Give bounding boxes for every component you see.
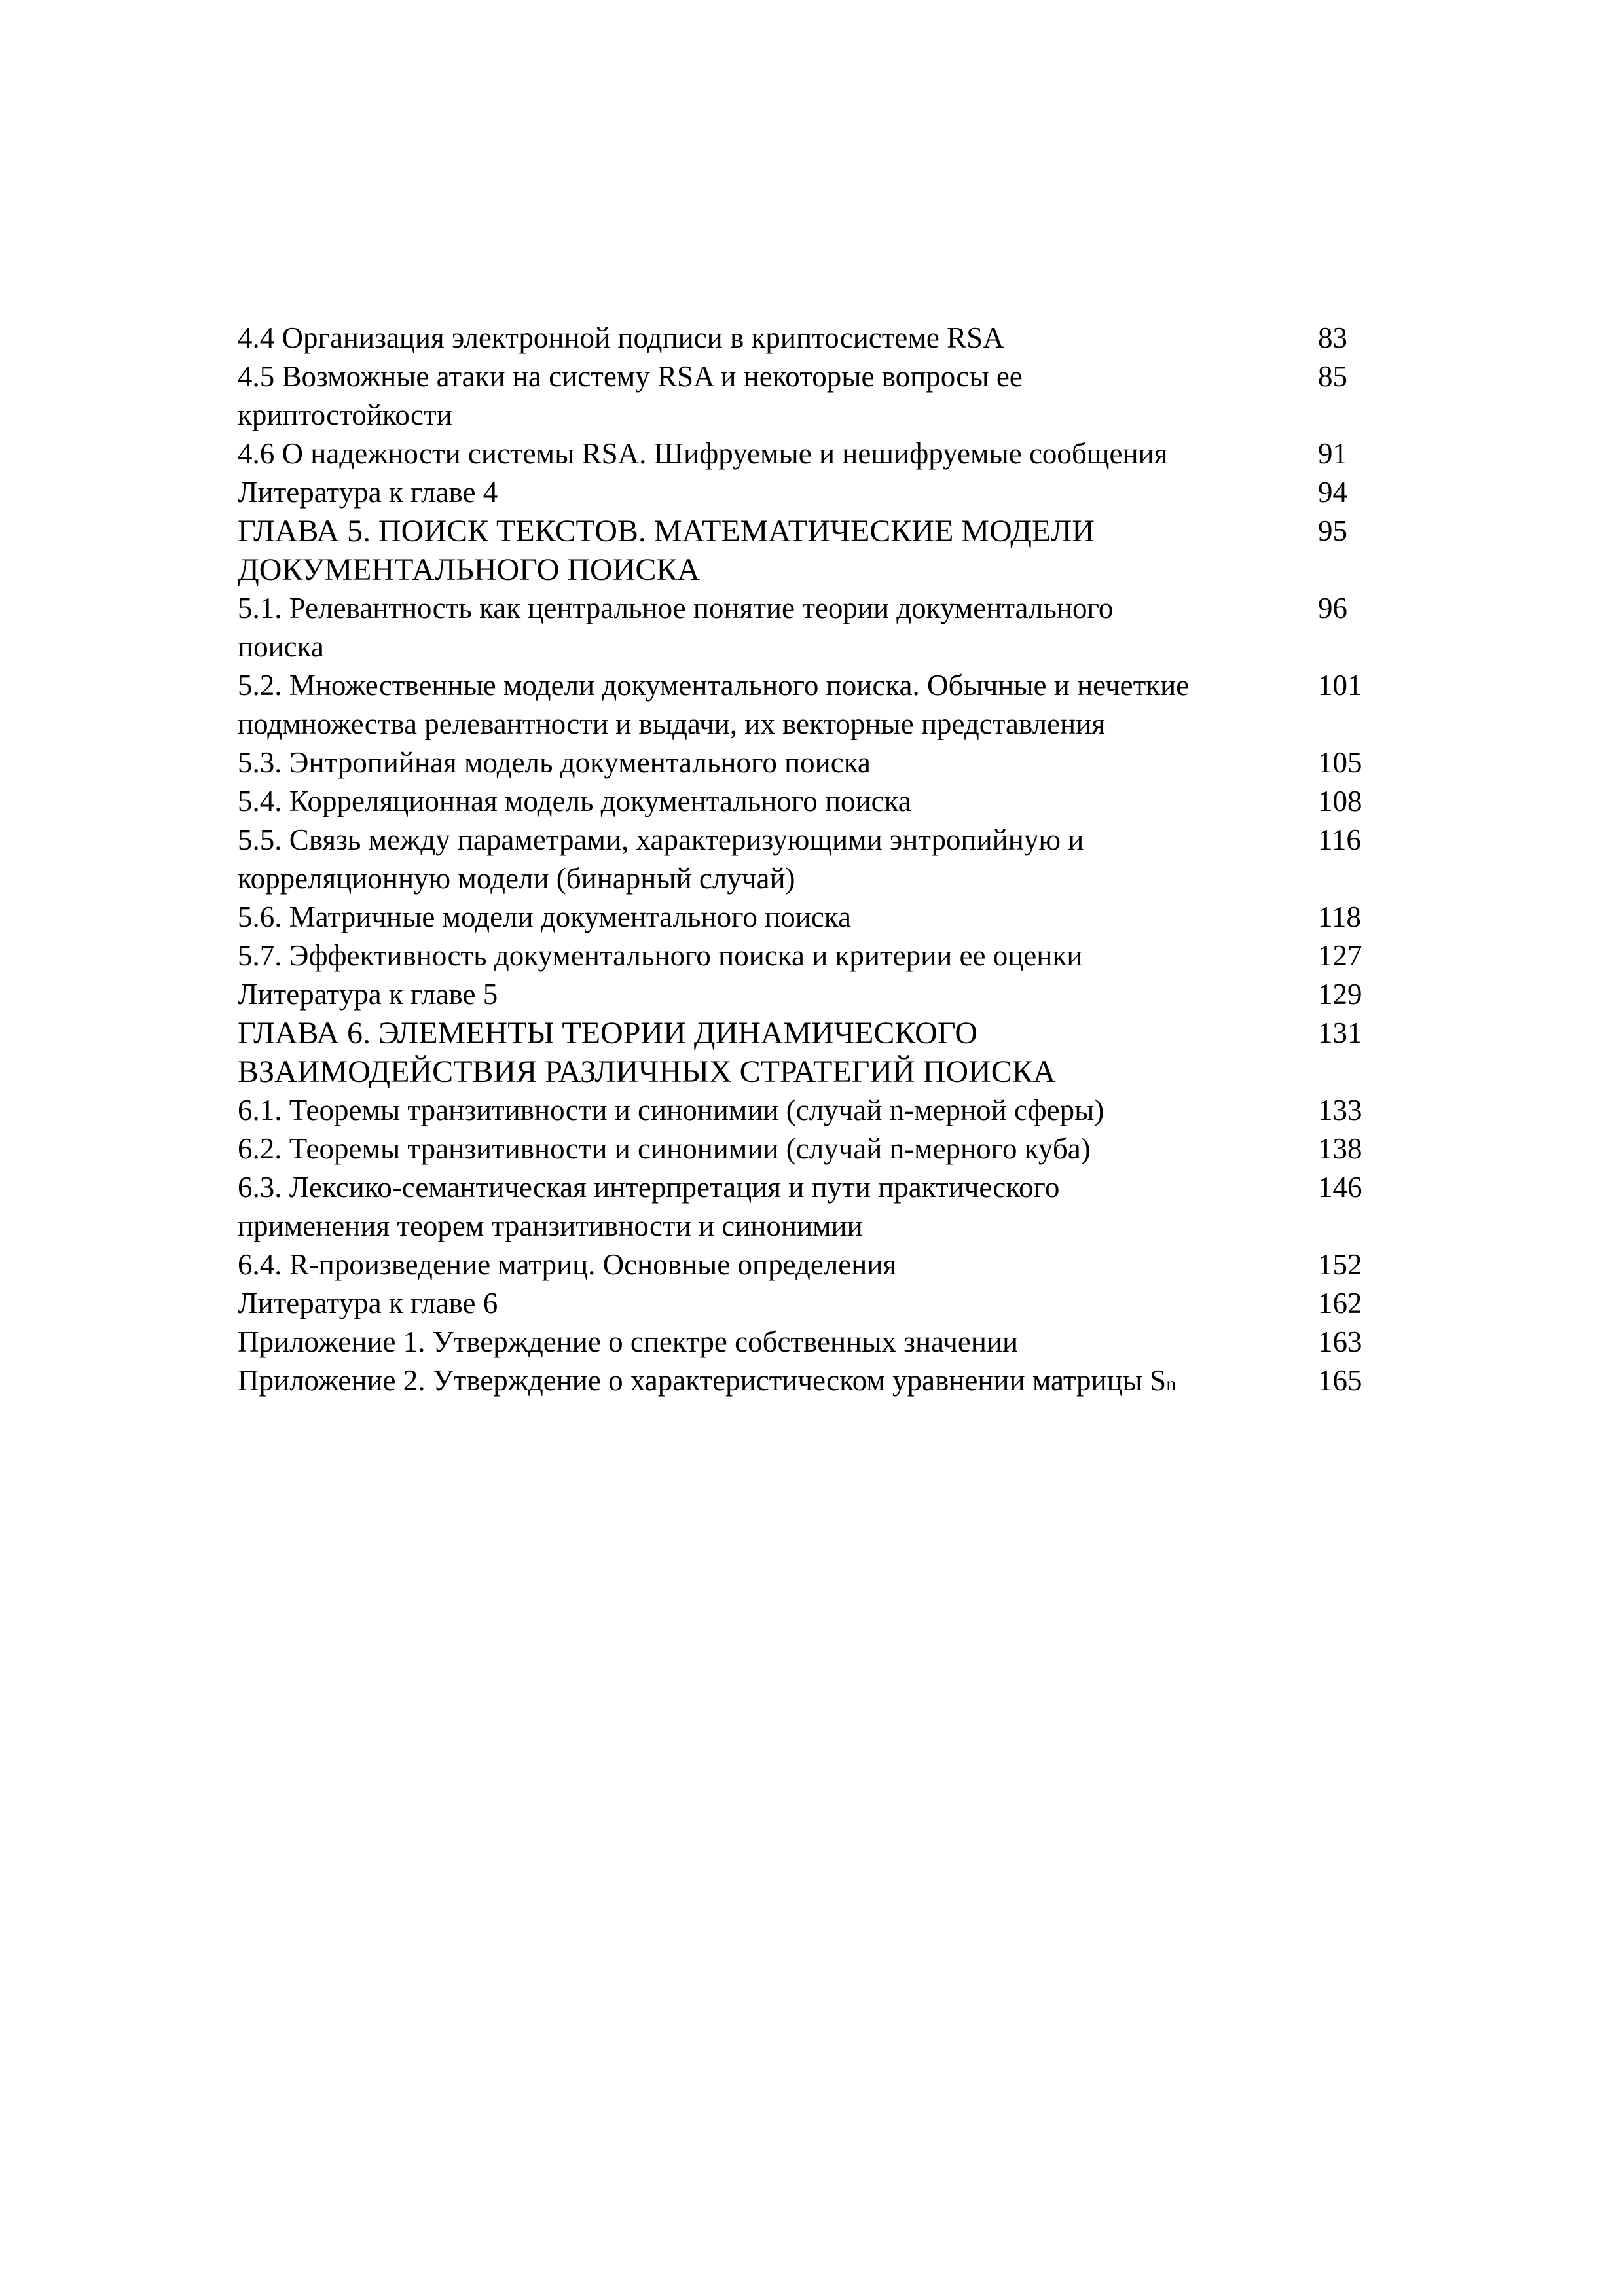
toc-entry-line: Литература к главе 4 xyxy=(238,476,498,509)
toc-page-number: 118 xyxy=(1318,901,1361,933)
toc-page-number: 83 xyxy=(1318,321,1347,354)
toc-entry xyxy=(238,1361,1390,1403)
toc-entry-title xyxy=(238,1014,1318,1091)
toc-entry-title xyxy=(238,1246,1318,1284)
toc-page-number: 108 xyxy=(1318,785,1362,817)
toc-page-number: 105 xyxy=(1318,746,1362,779)
toc-entry-line: криптостойкости xyxy=(238,399,452,431)
toc-entry-line: корреляционную модели (бинарный случай) xyxy=(238,862,795,895)
toc-entry-title xyxy=(238,512,1318,589)
table-of-contents xyxy=(238,319,1390,1403)
toc-entry xyxy=(238,1246,1390,1284)
toc-entry xyxy=(238,435,1390,473)
toc-entry xyxy=(238,1168,1390,1246)
toc-entry-line: 4.4 Организация электронной подписи в криптосистеме RSA xyxy=(238,321,1004,354)
toc-entry-line: 5.6. Матричные модели документального поиска xyxy=(238,901,851,933)
toc-entry-title xyxy=(238,1284,1318,1323)
toc-entry xyxy=(238,782,1390,821)
toc-page-number: 96 xyxy=(1318,592,1347,624)
toc-entry xyxy=(238,589,1390,666)
toc-page-number: 131 xyxy=(1318,1016,1362,1049)
toc-entry-title xyxy=(238,589,1318,666)
toc-entry-line: 6.4. R-произведение матриц. Основные определения xyxy=(238,1248,897,1281)
toc-entry-title xyxy=(238,319,1318,357)
toc-entry xyxy=(238,898,1390,937)
toc-entry-line: ВЗАИМОДЕЙСТВИЯ РАЗЛИЧНЫХ СТРАТЕГИЙ ПОИСКА xyxy=(238,1054,1056,1089)
toc-entry xyxy=(238,1323,1390,1361)
toc-entry-title xyxy=(238,473,1318,512)
toc-entry-line: Литература к главе 6 xyxy=(238,1287,498,1319)
toc-entry-subscript: n xyxy=(1166,1373,1176,1395)
toc-entry-line: подмножества релевантности и выдачи, их векторные представления xyxy=(238,708,1105,740)
toc-entry-line: поиска xyxy=(238,630,324,663)
toc-entry-line: ГЛАВА 6. ЭЛЕМЕНТЫ ТЕОРИИ ДИНАМИЧЕСКОГО xyxy=(238,1016,978,1050)
toc-entry xyxy=(238,319,1390,357)
toc-entry-title xyxy=(238,1361,1318,1403)
toc-entry xyxy=(238,666,1390,744)
toc-entry-title xyxy=(238,1091,1318,1130)
toc-page-number: 94 xyxy=(1318,476,1347,509)
toc-page-number: 133 xyxy=(1318,1094,1362,1126)
toc-page-number: 95 xyxy=(1318,514,1347,547)
toc-entry-title xyxy=(238,357,1318,435)
toc-chapter-entry xyxy=(238,1014,1390,1091)
toc-entry-title xyxy=(238,1168,1318,1246)
toc-entry-line: 5.5. Связь между параметрами, характеризующими энтропийную и xyxy=(238,823,1084,856)
toc-entry-line: 6.3. Лексико-семантическая интерпретация и пути практического xyxy=(238,1171,1060,1204)
toc-entry-line: 5.1. Релевантность как центральное понятие теории документального xyxy=(238,592,1114,624)
toc-entry-title xyxy=(238,744,1318,782)
toc-entry-title xyxy=(238,1130,1318,1168)
toc-entry xyxy=(238,473,1390,512)
toc-page-number: 116 xyxy=(1318,823,1361,856)
toc-entry-line: 6.1. Теоремы транзитивности и синонимии (случай n-мерной сферы) xyxy=(238,1094,1104,1126)
toc-entry-line: 6.2. Теоремы транзитивности и синонимии (случай n-мерного куба) xyxy=(238,1132,1091,1165)
toc-entry-line: Приложение 2. Утверждение о характеристическом уравнении матрицы Sn xyxy=(238,1364,1176,1397)
toc-entry-title xyxy=(238,435,1318,473)
toc-page-number: 127 xyxy=(1318,939,1362,972)
toc-entry-title xyxy=(238,666,1318,744)
toc-entry xyxy=(238,357,1390,435)
toc-page-number: 138 xyxy=(1318,1132,1362,1165)
toc-page-number: 91 xyxy=(1318,437,1347,470)
toc-entry-title xyxy=(238,898,1318,937)
toc-entry-line: 5.3. Энтропийная модель документального поиска xyxy=(238,746,871,779)
toc-entry xyxy=(238,937,1390,975)
toc-entry xyxy=(238,744,1390,782)
toc-entry xyxy=(238,821,1390,898)
toc-entry-line: Литература к главе 5 xyxy=(238,978,498,1011)
toc-entry-title xyxy=(238,821,1318,898)
toc-page-number: 146 xyxy=(1318,1171,1362,1204)
toc-entry-line: применения теорем транзитивности и синонимии xyxy=(238,1210,863,1242)
toc-page-number: 162 xyxy=(1318,1287,1362,1319)
toc-entry xyxy=(238,1284,1390,1323)
toc-entry-line: 4.6 О надежности системы RSA. Шифруемые и нешифруемые сообщения xyxy=(238,437,1168,470)
toc-entry-line: 5.4. Корреляционная модель документального поиска xyxy=(238,785,911,817)
toc-entry-line: Приложение 1. Утверждение о спектре собственных значении xyxy=(238,1325,1019,1358)
toc-entry-line: 5.2. Множественные модели документального поиска. Обычные и нечеткие xyxy=(238,669,1190,702)
toc-page-number: 129 xyxy=(1318,978,1362,1011)
toc-entry-line: ДОКУМЕНТАЛЬНОГО ПОИСКА xyxy=(238,552,701,587)
toc-entry-title xyxy=(238,1323,1318,1361)
toc-chapter-entry xyxy=(238,512,1390,589)
toc-entry-title xyxy=(238,975,1318,1014)
toc-entry-line: ГЛАВА 5. ПОИСК ТЕКСТОВ. МАТЕМАТИЧЕСКИЕ МОДЕЛИ xyxy=(238,514,1095,548)
toc-entry xyxy=(238,975,1390,1014)
toc-page-number: 101 xyxy=(1318,669,1362,702)
toc-entry xyxy=(238,1130,1390,1168)
toc-page-number: 165 xyxy=(1318,1364,1362,1397)
toc-entry xyxy=(238,1091,1390,1130)
toc-entry-line: 5.7. Эффективность документального поиска и критерии ее оценки xyxy=(238,939,1083,972)
toc-page-number: 163 xyxy=(1318,1325,1362,1358)
toc-page-number: 152 xyxy=(1318,1248,1362,1281)
toc-entry-line: 4.5 Возможные атаки на систему RSA и некоторые вопросы ее xyxy=(238,360,1023,393)
toc-entry-title xyxy=(238,937,1318,975)
toc-entry-title xyxy=(238,782,1318,821)
toc-page-number: 85 xyxy=(1318,360,1347,393)
